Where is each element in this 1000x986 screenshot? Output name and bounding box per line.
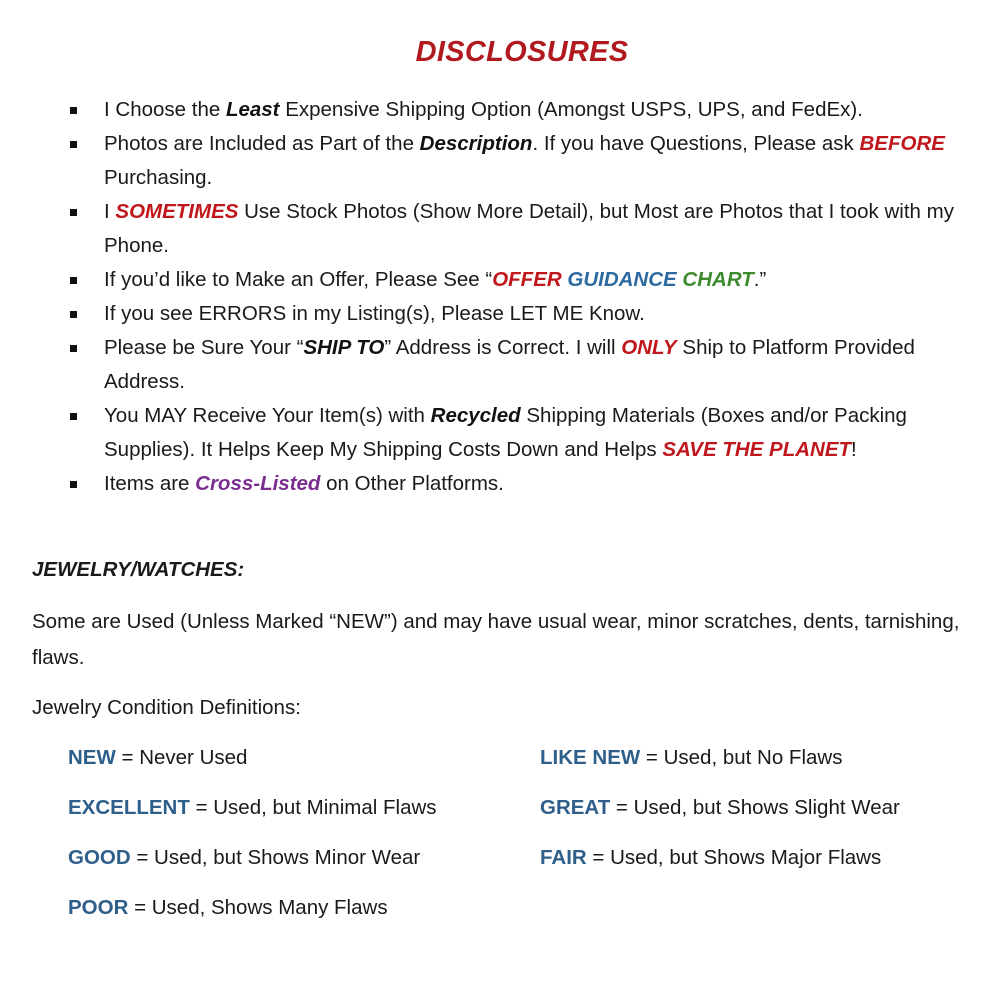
- condition-new: NEW = Never Used: [68, 746, 248, 769]
- list-item: I Choose the Least Expensive Shipping Option (Amongst USPS, UPS, and FedEx).: [0, 93, 1000, 127]
- bullet-icon: [70, 345, 77, 352]
- condition-good: GOOD = Used, but Shows Minor Wear: [68, 846, 421, 869]
- bullet-icon: [70, 311, 77, 318]
- list-item: Items are Cross-Listed on Other Platforms.: [0, 467, 1000, 501]
- bullet-icon: [70, 209, 77, 216]
- condition-excellent: EXCELLENT = Used, but Minimal Flaws: [68, 796, 437, 819]
- list-item: I SOMETIMES Use Stock Photos (Show More Detail), but Most are Photos that I took with my Phone.: [0, 195, 1000, 263]
- condition-fair: FAIR = Used, but Shows Major Flaws: [540, 846, 882, 869]
- condition-like-new: LIKE NEW = Used, but No Flaws: [540, 746, 843, 769]
- list-item: Photos are Included as Part of the Description. If you have Questions, Please ask BEFORE Purchasing.: [0, 127, 1000, 195]
- bullet-icon: [70, 413, 77, 420]
- list-item: Please be Sure Your “SHIP TO” Address is Correct. I will ONLY Ship to Platform Provided Address.: [0, 331, 1000, 399]
- bullet-icon: [70, 141, 77, 148]
- jewelry-description: Some are Used (Unless Marked “NEW”) and may have usual wear, minor scratches, dents, tarnishing, flaws.: [32, 610, 960, 669]
- list-item: If you see ERRORS in my Listing(s), Please LET ME Know.: [0, 297, 1000, 331]
- condition-poor: POOR = Used, Shows Many Flaws: [68, 896, 388, 919]
- condition-great: GREAT = Used, but Shows Slight Wear: [540, 796, 900, 819]
- disclosure-list: [0, 93, 1000, 501]
- jewelry-heading: JEWELRY/WATCHES:: [32, 558, 245, 581]
- list-item: If you’d like to Make an Offer, Please See “OFFER GUIDANCE CHART.”: [0, 263, 1000, 297]
- bullet-icon: [70, 481, 77, 488]
- bullet-icon: [70, 277, 77, 284]
- bullet-icon: [70, 107, 77, 114]
- page-title: DISCLOSURES: [415, 36, 629, 68]
- list-item: You MAY Receive Your Item(s) with Recycled Shipping Materials (Boxes and/or Packing Supplies). It Helps Keep My Shipping Costs Down and Helps SAVE THE PLANET!: [0, 399, 1000, 467]
- condition-definitions-label: Jewelry Condition Definitions:: [32, 696, 301, 719]
